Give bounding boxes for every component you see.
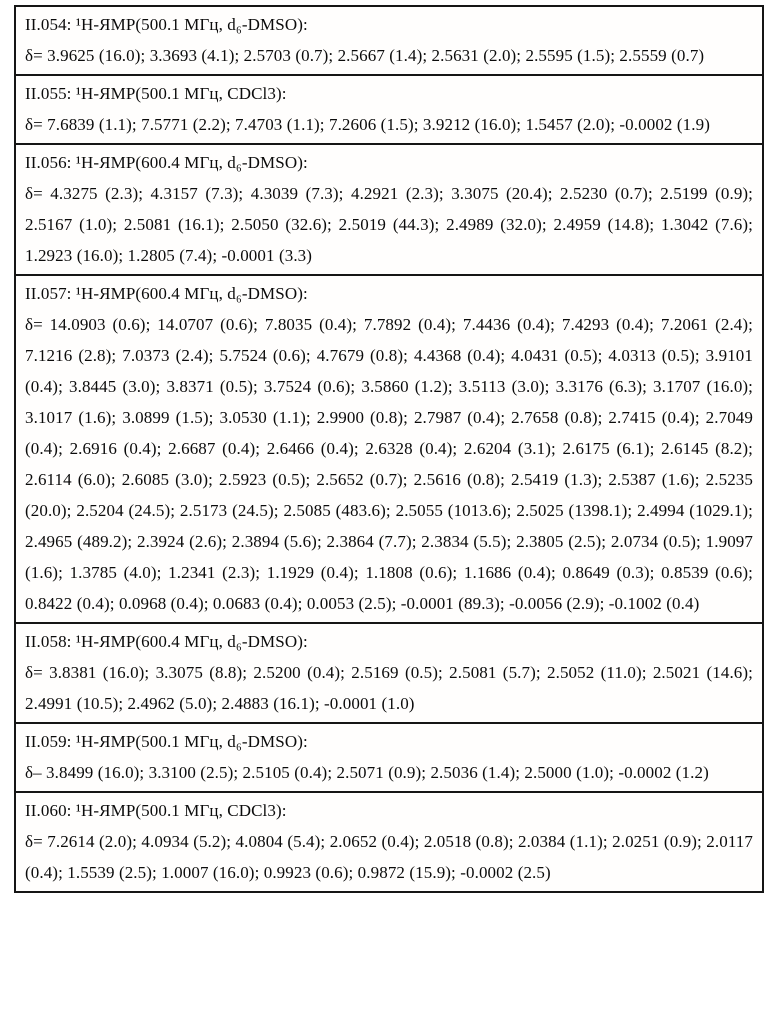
nmr-row-ii060 xyxy=(16,793,762,891)
spectrum-header: II.054: ¹H-ЯМР(500.1 МГц, d₆-DMSO): xyxy=(25,15,308,34)
nmr-row-ii056 xyxy=(16,145,762,276)
spectrum-header: II.060: ¹H-ЯМР(500.1 МГц, CDCl3): xyxy=(25,801,287,820)
spectrum-header: II.058: ¹H-ЯМР(600.4 МГц, d₆-DMSO): xyxy=(25,632,308,651)
spectrum-header: II.056: ¹H-ЯМР(600.4 МГц, d₆-DMSO): xyxy=(25,153,308,172)
spectrum-delta-values: δ= 4.3275 (2.3); 4.3157 (7.3); 4.3039 (7.3); 4.2921 (2.3); 3.3075 (20.4); 2.5230 (0.7); 2.5199 (0.9); 2.5167 (1.0); 2.5081 (16.1); 2.5050 (32.6); 2.5019 (44.3); 2.4989 (32.0); 2.4959 (14.8); 1.3042 (7.6); 1.2923 (16.0); 1.2805 (7.4); -0.0001 (3.3) xyxy=(25,184,753,265)
nmr-data-table xyxy=(14,5,764,893)
nmr-row-ii054 xyxy=(16,7,762,76)
spectrum-delta-values: δ= 3.9625 (16.0); 3.3693 (4.1); 2.5703 (0.7); 2.5667 (1.4); 2.5631 (2.0); 2.5595 (1.5); 2.5559 (0.7) xyxy=(25,46,705,65)
spectrum-delta-values: δ= 14.0903 (0.6); 14.0707 (0.6); 7.8035 (0.4); 7.7892 (0.4); 7.4436 (0.4); 7.4293 (0.4); 7.2061 (2.4); 7.1216 (2.8); 7.0373 (2.4); 5.7524 (0.6); 4.7679 (0.8); 4.4368 (0.4); 4.0431 (0.5); 4.0313 (0.5); 3.9101 (0.4); 3.8445 (3.0); 3.8371 (0.5); 3.7524 (0.6); 3.5860 (1.2); 3.5113 (3.0); 3.3176 (6.3); 3.1707 (16.0); 3.1017 (1.6); 3.0899 (1.5); 3.0530 (1.1); 2.9900 (0.8); 2.7987 (0.4); 2.7658 (0.8); 2.7415 (0.4); 2.7049 (0.4); 2.6916 (0.4); 2.6687 (0.4); 2.6466 (0.4); 2.6328 (0.4); 2.6204 (3.1); 2.6175 (6.1); 2.6145 (8.2); 2.6114 (6.0); 2.6085 (3.0); 2.5923 (0.5); 2.5652 (0.7); 2.5616 (0.8); 2.5419 (1.3); 2.5387 (1.6); 2.5235 (20.0); 2.5204 (24.5); 2.5173 (24.5); 2.5085 (483.6); 2.5055 (1013.6); 2.5025 (1398.1); 2.4994 (1029.1); 2.4965 (489.2); 2.3924 (2.6); 2.3894 (5.6); 2.3864 (7.7); 2.3834 (5.5); 2.3805 (2.5); 2.0734 (0.5); 1.9097 (1.6); 1.3785 (4.0); 1.2341 (2.3); 1.1929 (0.4); 1.1808 (0.6); 1.1686 (0.4); 0.8649 (0.3); 0.8539 (0.6); 0.8422 (0.4); 0.0968 (0.4); 0.0683 (0.4); 0.0053 (2.5); -0.0001 (89.3); -0.0056 (2.9); -0.1002 (0.4) xyxy=(25,315,753,613)
nmr-row-ii057 xyxy=(16,276,762,624)
nmr-row-ii055 xyxy=(16,76,762,145)
spectrum-header: II.055: ¹H-ЯМР(500.1 МГц, CDCl3): xyxy=(25,84,287,103)
spectrum-delta-values: δ= 7.6839 (1.1); 7.5771 (2.2); 7.4703 (1.1); 7.2606 (1.5); 3.9212 (16.0); 1.5457 (2.0); -0.0002 (1.9) xyxy=(25,115,710,134)
spectrum-delta-values: δ= 7.2614 (2.0); 4.0934 (5.2); 4.0804 (5.4); 2.0652 (0.4); 2.0518 (0.8); 2.0384 (1.1); 2.0251 (0.9); 2.0117 (0.4); 1.5539 (2.5); 1.0007 (16.0); 0.9923 (0.6); 0.9872 (15.9); -0.0002 (2.5) xyxy=(25,832,753,882)
nmr-row-ii058 xyxy=(16,624,762,724)
spectrum-delta-values: δ– 3.8499 (16.0); 3.3100 (2.5); 2.5105 (0.4); 2.5071 (0.9); 2.5036 (1.4); 2.5000 (1.0); -0.0002 (1.2) xyxy=(25,763,709,782)
spectrum-delta-values: δ= 3.8381 (16.0); 3.3075 (8.8); 2.5200 (0.4); 2.5169 (0.5); 2.5081 (5.7); 2.5052 (11.0); 2.5021 (14.6); 2.4991 (10.5); 2.4962 (5.0); 2.4883 (16.1); -0.0001 (1.0) xyxy=(25,663,753,713)
nmr-row-ii059 xyxy=(16,724,762,793)
spectrum-header: II.057: ¹H-ЯМР(600.4 МГц, d₆-DMSO): xyxy=(25,284,308,303)
spectrum-header: II.059: ¹H-ЯМР(500.1 МГц, d₆-DMSO): xyxy=(25,732,308,751)
